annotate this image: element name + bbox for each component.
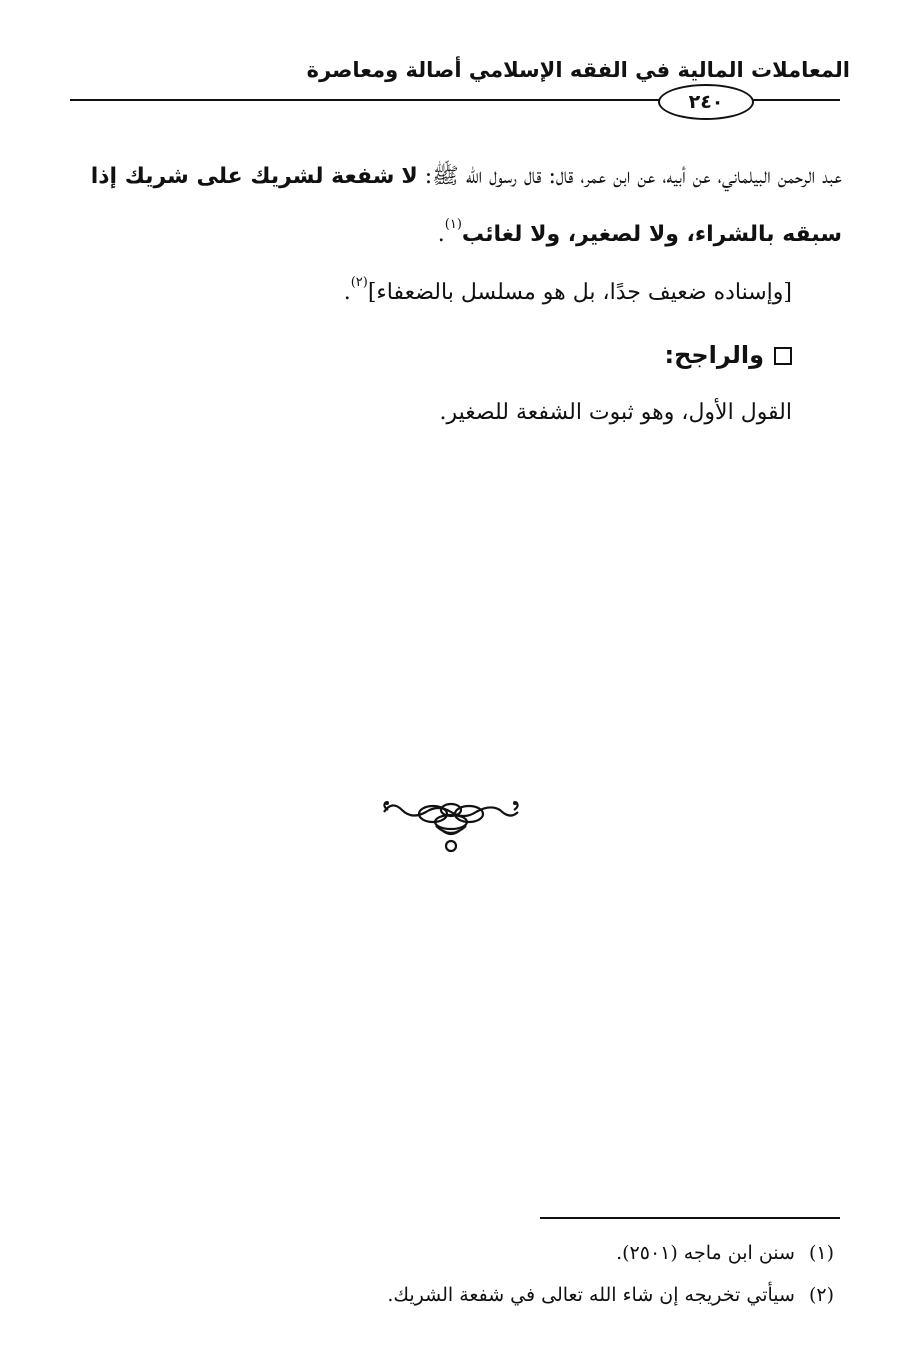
ornament-divider-icon <box>378 790 524 854</box>
section-heading <box>82 326 792 384</box>
footnote-ref-2[interactable]: (٢) <box>350 275 368 290</box>
hadith-text: شفعة لشريك على شريك إذا سبقه بالشراء، ولا لصغير، ولا لغائب <box>90 164 842 247</box>
hadith-text-start: لا <box>401 164 418 189</box>
footnote-text: سنن ابن ماجه (٢٥٠١). <box>616 1242 795 1264</box>
running-head-title: المعاملات المالية في الفقه الإسلامي أصالة ومعاصرة <box>306 58 850 82</box>
hadith-chain-text: عبد الرحمن البيلماني، عن أبيه، عن ابن عمر، قال: قال رسول الله ﷺ: <box>417 164 842 189</box>
sentence-end: . <box>437 222 445 247</box>
footnote-mark: (٢) <box>808 1284 834 1306</box>
paragraph-conclusion: القول الأول، وهو ثبوت الشفعة للصغير. <box>439 400 792 425</box>
paragraph-grading <box>82 264 792 322</box>
grading-text: [وإسناده ضعيف جدًا، بل هو مسلسل بالضعفاء] <box>367 280 792 305</box>
square-bullet-icon <box>774 347 792 365</box>
footnote-mark: (١) <box>808 1242 834 1264</box>
footnotes <box>74 1232 834 1316</box>
heading-label: والراجح: <box>664 341 764 369</box>
page-number: ٢٤٠ <box>658 84 754 120</box>
footnote-1 <box>74 1232 834 1274</box>
sentence-end: . <box>343 280 351 305</box>
footnote-text: سيأتي تخريجه إن شاء الله تعالى في شفعة الشريك. <box>387 1284 795 1306</box>
footnote-ref-1[interactable]: (١) <box>444 217 462 232</box>
paragraph-hadith <box>82 148 842 264</box>
main-text <box>82 148 842 442</box>
footnote-separator <box>540 1217 840 1219</box>
footnote-2 <box>74 1274 834 1316</box>
